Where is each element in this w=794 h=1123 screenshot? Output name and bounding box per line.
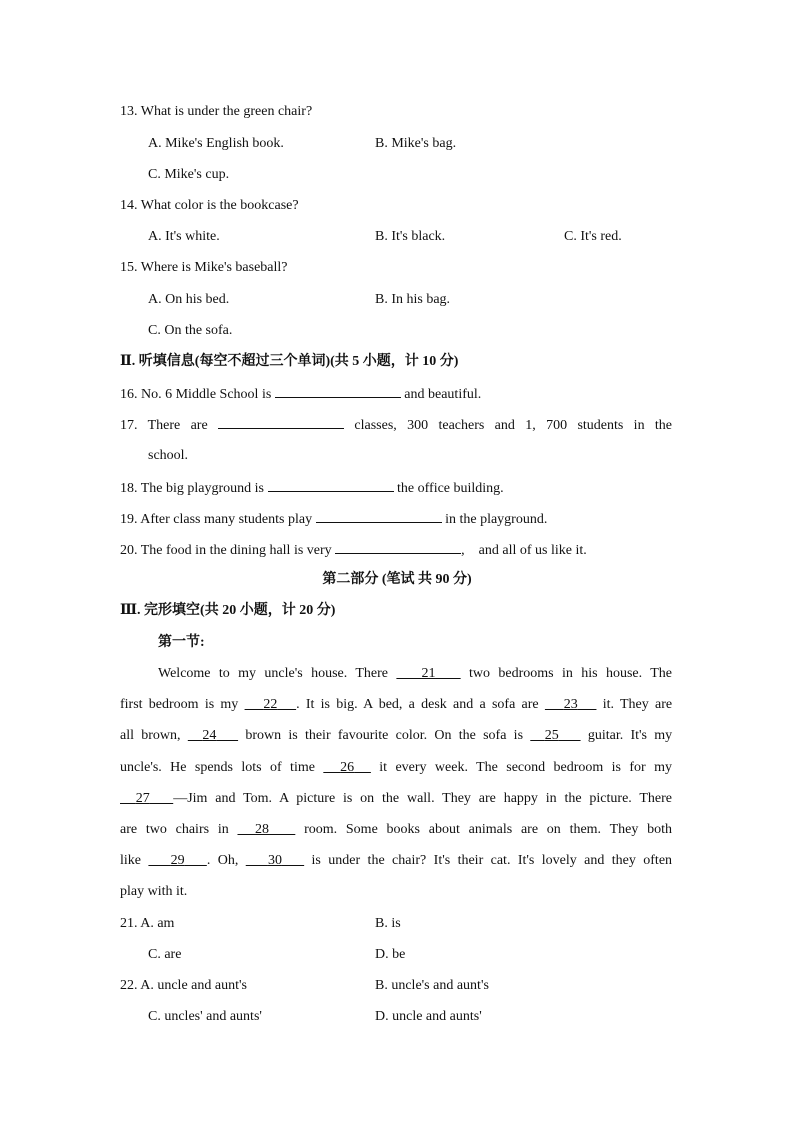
q14-option-c: C. It's red. bbox=[564, 229, 622, 244]
blank-25[interactable] bbox=[530, 728, 580, 743]
passage-line-1 bbox=[158, 664, 672, 684]
q19-text-after: in the playground. bbox=[445, 512, 548, 527]
passage-line-5 bbox=[120, 789, 672, 809]
part-2-heading: 第二部分 (笔试 共 90 分) bbox=[322, 572, 472, 587]
q20-blank[interactable] bbox=[335, 539, 461, 554]
passage-line-2 bbox=[120, 695, 672, 715]
passage-text: are two chairs in bbox=[120, 822, 229, 837]
passage-text: room. Some books about animals are on them. They both bbox=[304, 822, 672, 837]
q17-blank[interactable] bbox=[218, 414, 344, 429]
q19-blank[interactable] bbox=[316, 508, 442, 523]
q18-text-after: the office building. bbox=[397, 481, 504, 496]
passage-text: all brown, bbox=[120, 728, 181, 743]
blank-27[interactable] bbox=[120, 791, 173, 806]
blank-number: 23 bbox=[563, 697, 578, 712]
passage-text: . Oh, bbox=[206, 853, 239, 868]
passage-text: . It is big. A bed, a desk and a sofa are bbox=[296, 697, 539, 712]
passage-text: it every week. The second bedroom is for my bbox=[379, 760, 672, 775]
blank-29[interactable] bbox=[148, 853, 206, 868]
blank-28[interactable] bbox=[237, 822, 295, 837]
question-13: 13. What is under the green chair? bbox=[120, 104, 313, 119]
q14-option-a: A. It's white. bbox=[148, 229, 220, 244]
blank-21[interactable] bbox=[396, 666, 460, 681]
q16-text-after: and beautiful. bbox=[404, 387, 482, 402]
passage-line-4 bbox=[120, 758, 672, 778]
q17-text-before: 17. There are bbox=[120, 418, 208, 433]
q17-continuation: school. bbox=[148, 448, 189, 463]
blank-number: 27 bbox=[135, 791, 150, 806]
passage-line-8: play with it. bbox=[120, 884, 188, 899]
question-14: 14. What color is the bookcase? bbox=[120, 198, 299, 213]
q21-option-a: 21. A. am bbox=[120, 916, 175, 931]
passage-text: brown is their favourite color. On the sofa is bbox=[245, 728, 524, 743]
q22-option-d: D. uncle and aunts' bbox=[375, 1009, 482, 1024]
question-19 bbox=[120, 508, 547, 530]
q22-option-b: B. uncle's and aunt's bbox=[375, 978, 489, 993]
blank-number: 29 bbox=[170, 853, 185, 868]
blank-22[interactable] bbox=[245, 697, 297, 712]
question-15: 15. Where is Mike's baseball? bbox=[120, 260, 288, 275]
q19-text-before: 19. After class many students play bbox=[120, 512, 313, 527]
q16-blank[interactable] bbox=[275, 383, 401, 398]
blank-number: 26 bbox=[340, 760, 355, 775]
blank-number: 28 bbox=[255, 822, 270, 837]
q15-option-c: C. On the sofa. bbox=[148, 323, 233, 338]
q17-text-after: classes, 300 teachers and 1, 700 students in the bbox=[354, 418, 673, 433]
blank-24[interactable] bbox=[188, 728, 238, 743]
q21-option-d: D. be bbox=[375, 947, 406, 962]
q15-option-a: A. On his bed. bbox=[148, 292, 230, 307]
section-3-heading: Ⅲ. 完形填空(共 20 小题，计 20 分) bbox=[120, 603, 336, 618]
section-2-heading: Ⅱ. 听填信息(每空不超过三个单词)(共 5 小题，计 10 分) bbox=[120, 354, 459, 369]
question-17 bbox=[120, 414, 672, 436]
q21-option-c: C. are bbox=[148, 947, 182, 962]
passage-text: first bedroom is my bbox=[120, 697, 239, 712]
q18-text-before: 18. The big playground is bbox=[120, 481, 265, 496]
passage-text: —Jim and Tom. A picture is on the wall. They are happy in the picture. There bbox=[173, 791, 673, 806]
q20-text-after: , and all of us like it. bbox=[461, 543, 587, 558]
passage-text: two bedrooms in his house. The bbox=[469, 666, 673, 681]
blank-30[interactable] bbox=[246, 853, 304, 868]
passage-text: like bbox=[120, 853, 141, 868]
blank-26[interactable] bbox=[323, 760, 371, 775]
q20-text-before: 20. The food in the dining hall is very bbox=[120, 543, 332, 558]
q21-option-b: B. is bbox=[375, 916, 401, 931]
passage-text: guitar. It's my bbox=[587, 728, 673, 743]
q13-option-a: A. Mike's English book. bbox=[148, 136, 284, 151]
q22-option-c: C. uncles' and aunts' bbox=[148, 1009, 262, 1024]
q15-option-b: B. In his bag. bbox=[375, 292, 451, 307]
passage-line-7 bbox=[120, 851, 672, 871]
question-20 bbox=[120, 539, 587, 561]
question-16 bbox=[120, 383, 481, 405]
blank-number: 21 bbox=[421, 666, 436, 681]
blank-number: 25 bbox=[544, 728, 559, 743]
q18-blank[interactable] bbox=[268, 477, 394, 492]
q13-option-c: C. Mike's cup. bbox=[148, 167, 230, 182]
passage-text: uncle's. He spends lots of time bbox=[120, 760, 315, 775]
passage-text: is under the chair? It's their cat. It's lovely and they often bbox=[311, 853, 673, 868]
q13-option-b: B. Mike's bag. bbox=[375, 136, 457, 151]
blank-23[interactable] bbox=[545, 697, 597, 712]
section-3-subheading: 第一节: bbox=[158, 635, 205, 650]
question-18 bbox=[120, 477, 504, 499]
q22-option-a: 22. A. uncle and aunt's bbox=[120, 978, 247, 993]
passage-line-6 bbox=[120, 820, 672, 840]
blank-number: 22 bbox=[263, 697, 278, 712]
blank-number: 30 bbox=[267, 853, 282, 868]
q14-option-b: B. It's black. bbox=[375, 229, 446, 244]
passage-line-3 bbox=[120, 726, 672, 746]
blank-number: 24 bbox=[202, 728, 217, 743]
passage-text: Welcome to my uncle's house. There bbox=[158, 666, 389, 681]
q16-text-before: 16. No. 6 Middle School is bbox=[120, 387, 272, 402]
passage-text: it. They are bbox=[602, 697, 673, 712]
